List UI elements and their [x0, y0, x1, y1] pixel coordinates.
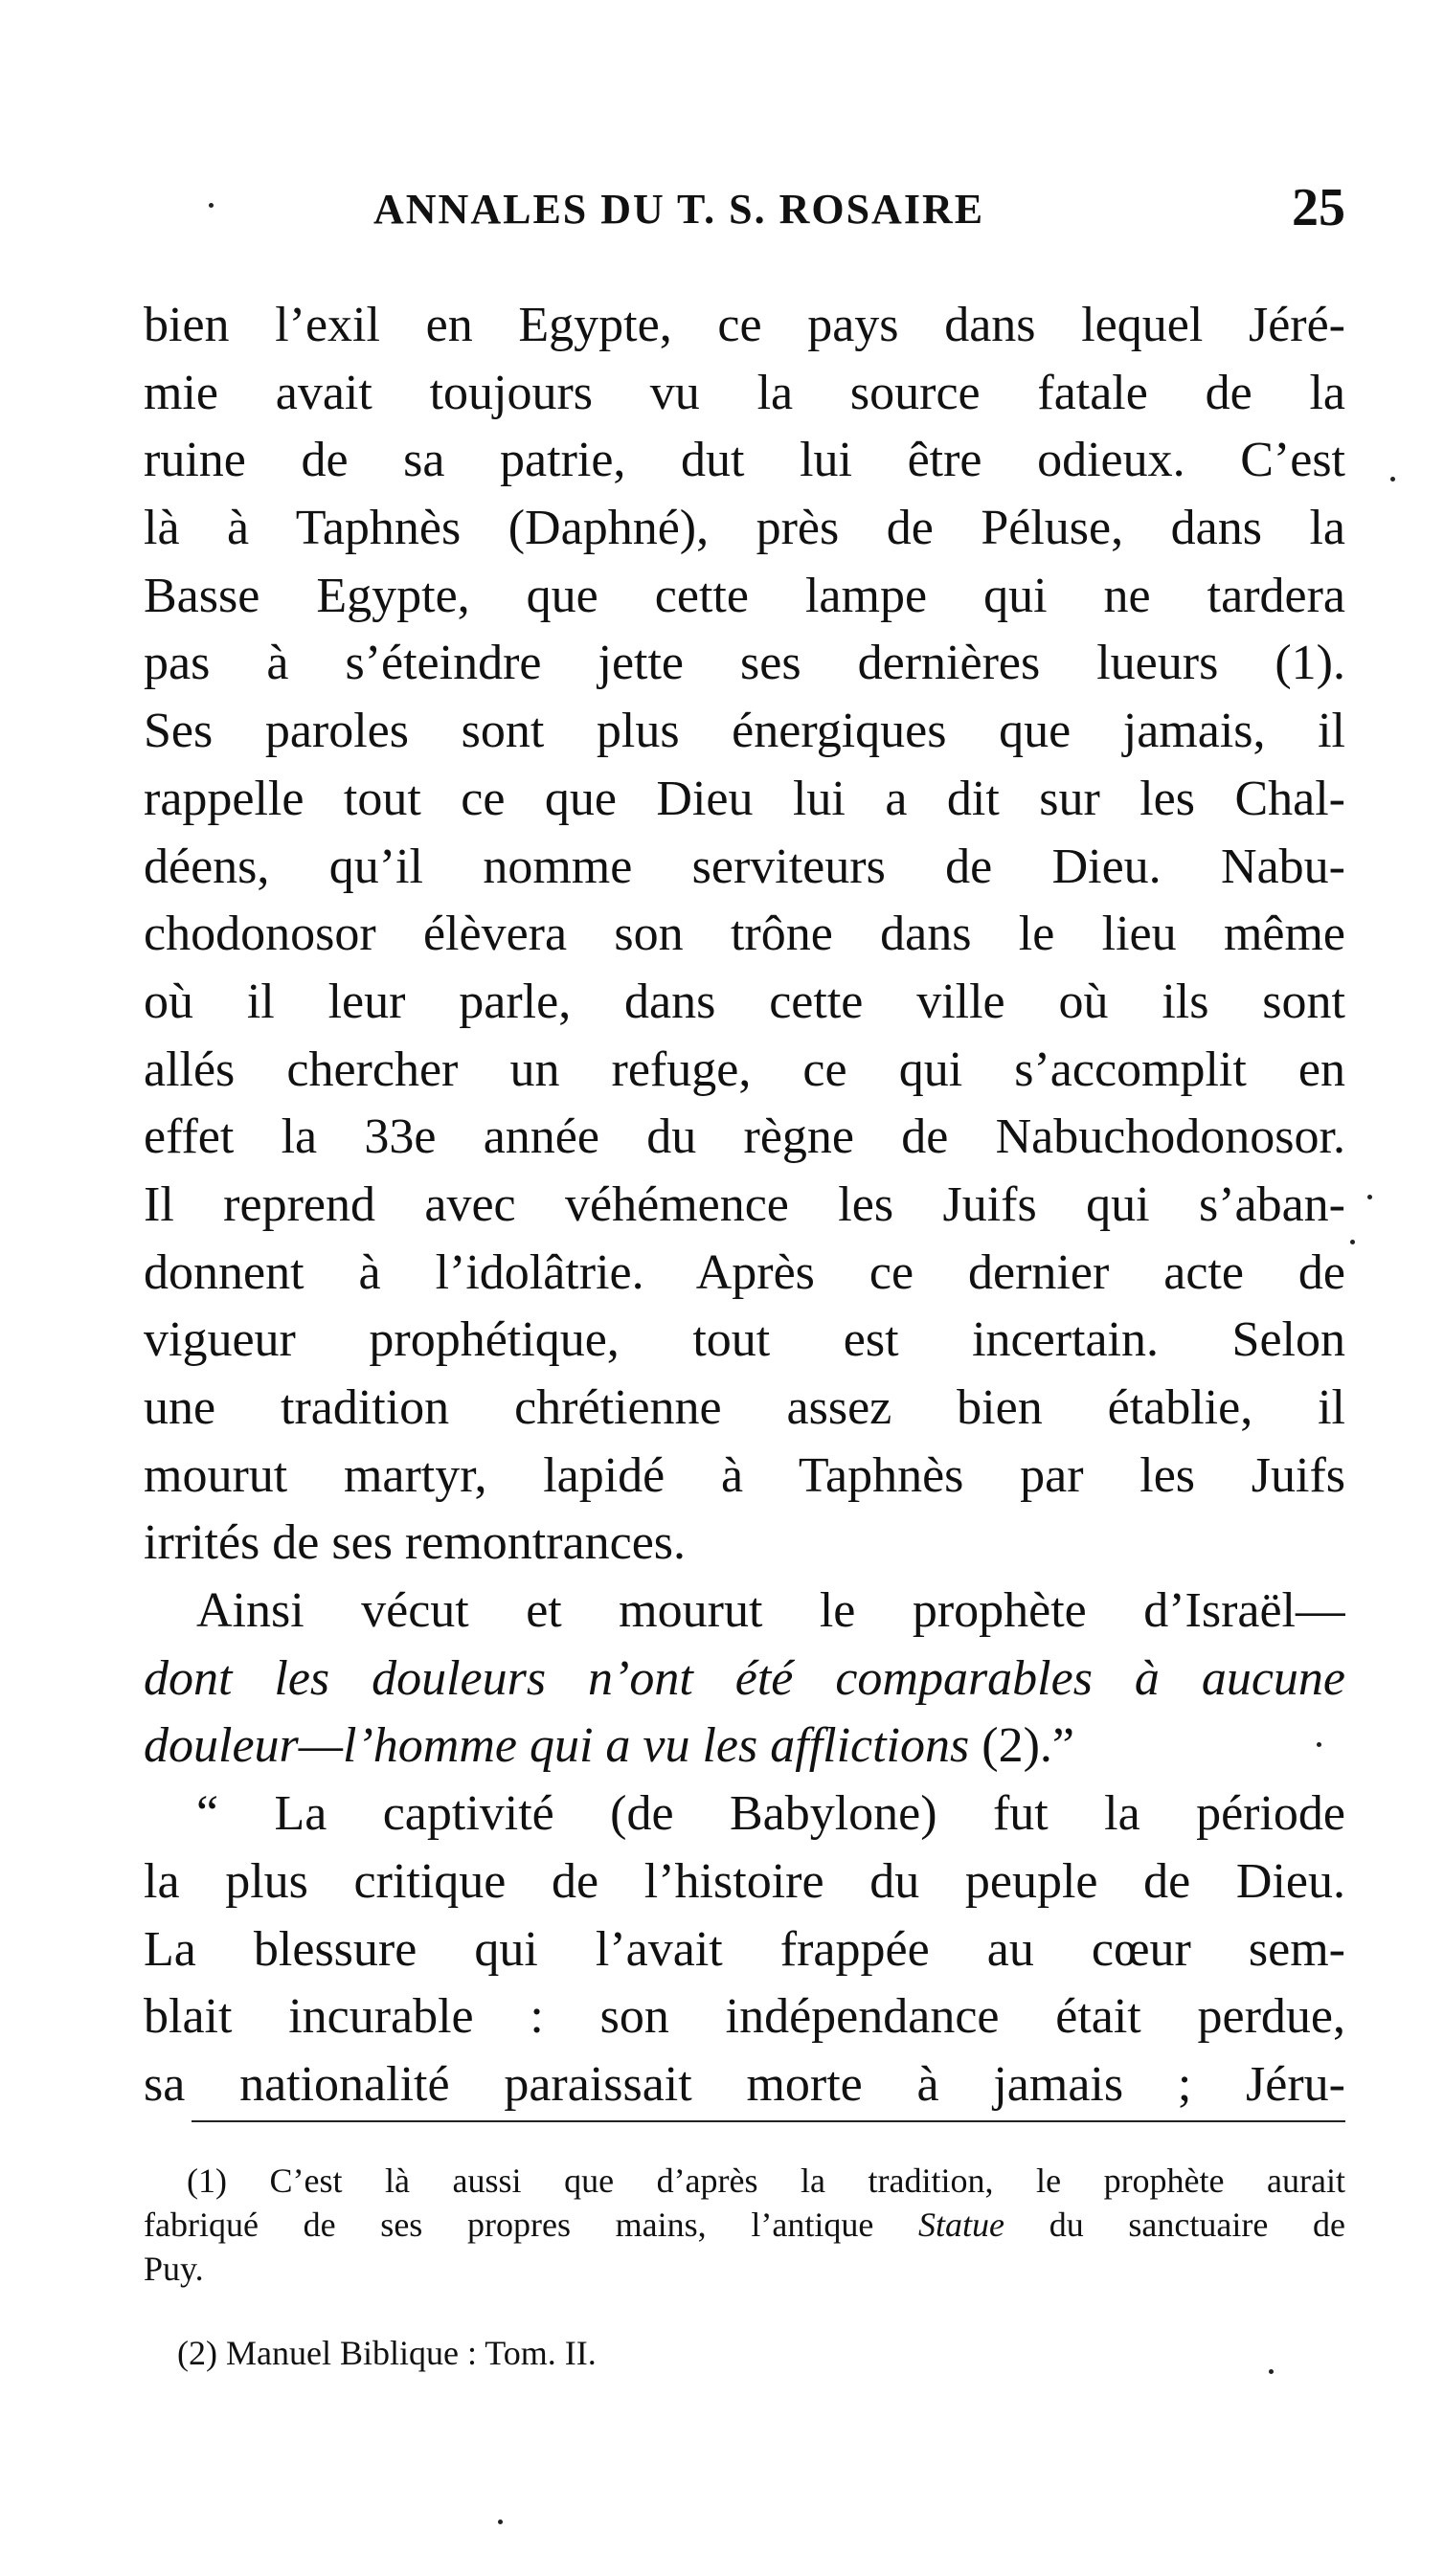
text-line: La blessure qui l’avait frappée au cœur sem- [144, 1921, 1345, 1977]
text-line: pas à s’éteindre jette ses dernières lueurs (1). [144, 636, 1345, 691]
page-number: 25 [1292, 178, 1345, 237]
text-line: rappelle tout ce que Dieu lui a dit sur les Chal- [144, 771, 1345, 826]
scan-speck [1317, 1742, 1321, 1747]
text-line: Ainsi vécut et mourut le prophète d’Israël— [196, 1583, 1345, 1639]
scan-speck [1390, 477, 1395, 482]
scan-speck [1367, 1195, 1372, 1199]
text-line: allés chercher un refuge, ce qui s’accomplit en [144, 1042, 1345, 1097]
text-line: Il reprend avec véhémence les Juifs qui s’aban- [144, 1176, 1345, 1232]
text-line: une tradition chrétienne assez bien établie, il [144, 1380, 1345, 1435]
footnote-1-line: (1) C’est là aussi que d’après la tradition, le prophète aurait [187, 2162, 1345, 2200]
body-text [144, 292, 1345, 2119]
scan-speck [1350, 1240, 1355, 1244]
text-line: ruine de sa patrie, dut lui être odieux. C’est [144, 433, 1345, 488]
text-line: irrités de ses remontrances. [144, 1515, 687, 1571]
text-line: la plus critique de l’histoire du peuple de Dieu. [144, 1853, 1345, 1909]
running-head [144, 177, 1345, 254]
text-line: blait incurable : son indépendance était perdue, [144, 1989, 1345, 2045]
text-line: dont les douleurs n’ont été comparables à aucune [144, 1650, 1345, 1706]
text-line: Ses paroles sont plus énergiques que jamais, il [144, 704, 1345, 759]
italic-quote: douleur—l’homme qui a vu les afflictions [144, 1718, 970, 1774]
footnotes [144, 2159, 1345, 2375]
footnote-text: du sanctuaire de [1004, 2206, 1345, 2244]
text-line: où il leur parle, dans cette ville où ils sont [144, 974, 1345, 1029]
text-line: mourut martyr, lapidé à Taphnès par les Juifs [144, 1447, 1345, 1503]
text-line: vigueur prophétique, tout est incertain. Selon [144, 1312, 1345, 1368]
footnote-ref: (2).” [981, 1718, 1074, 1774]
text-line: Basse Egypte, que cette lampe qui ne tardera [144, 568, 1345, 623]
footnote-italic: Statue [918, 2206, 1004, 2244]
text-line: donnent à l’idolâtrie. Après ce dernier acte de [144, 1244, 1345, 1300]
scan-speck [498, 2520, 503, 2524]
text-line: bien l’exil en Egypte, ce pays dans lequel Jéré- [144, 298, 1345, 352]
footnote-2: (2) Manuel Biblique : Tom. II. [177, 2334, 597, 2372]
text-line [144, 1713, 1345, 1781]
footnote-1-line [144, 2203, 1345, 2247]
text-line: sa nationalité paraissait morte à jamais ; Jéru- [144, 2056, 1345, 2112]
text-line: là à Taphnès (Daphné), près de Péluse, dans la [144, 501, 1345, 556]
text-line: mie avait toujours vu la source fatale de la [144, 365, 1345, 420]
text-line: chodonosor élèvera son trône dans le lieu même [144, 907, 1345, 962]
scan-speck [209, 203, 214, 208]
text-line: “ La captivité (de Babylone) fut la période [196, 1786, 1345, 1842]
footnote-divider [192, 2120, 1345, 2122]
footnote-1-line: Puy. [144, 2250, 204, 2288]
text-line: effet la 33e année du règne de Nabuchodonosor. [144, 1109, 1345, 1165]
text-line: déens, qu’il nomme serviteurs de Dieu. Nabu- [144, 839, 1345, 894]
footnote-text: fabriqué de ses propres mains, l’antique [144, 2206, 919, 2244]
running-title: ANNALES DU T. S. ROSAIRE [373, 186, 985, 233]
scan-speck [1269, 2369, 1274, 2374]
